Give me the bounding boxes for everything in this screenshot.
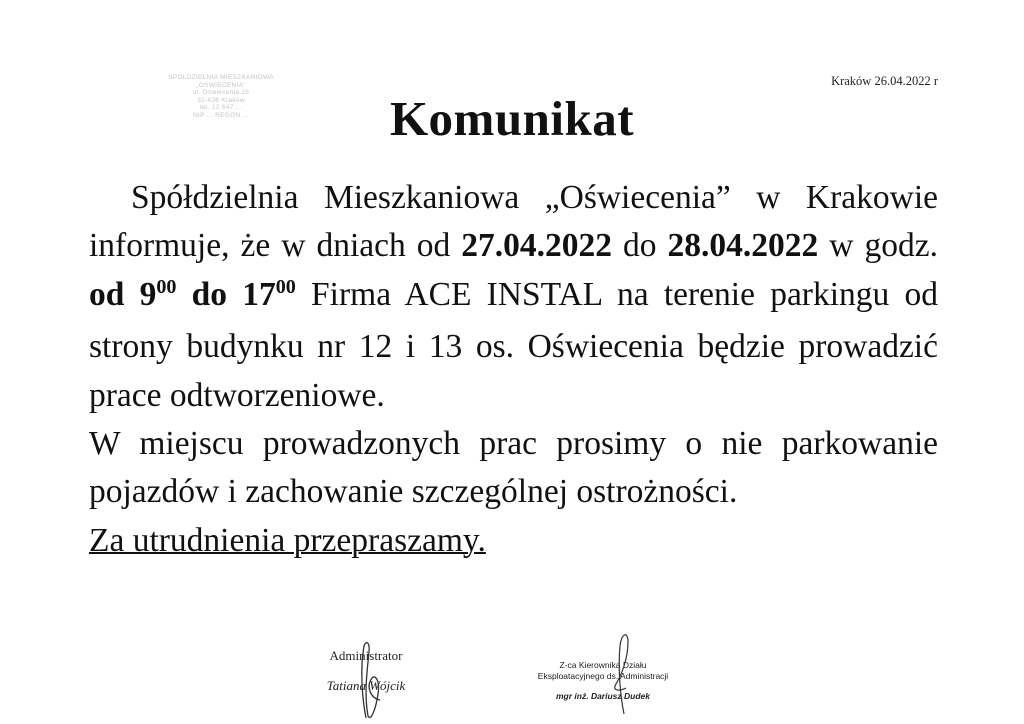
- page-title: Komunikat: [389, 91, 635, 146]
- stamp-line: tel. 12 647 ...: [199, 104, 243, 112]
- document-date: Kraków 26.04.2022 r: [831, 74, 938, 88]
- signature-name: mgr inż. Dariusz Dudek: [556, 691, 650, 701]
- signature-role: Administrator: [329, 648, 403, 663]
- paragraph-text: w godz.: [818, 227, 939, 265]
- stamp-line: ul. Oświecenia 15: [192, 89, 250, 97]
- time-from-minutes: 00: [156, 275, 177, 298]
- stamp-line: SPÓŁDZIELNIA MIESZKANIOWA: [168, 74, 274, 81]
- signature-block-administrator: [306, 646, 426, 718]
- notice-paragraph-1: [89, 174, 938, 420]
- signature-name: Tatiana Wójcik: [326, 678, 406, 693]
- apology-line: Za utrudnienia przepraszamy.: [89, 521, 486, 559]
- time-range: [89, 276, 296, 313]
- time-to-minutes: 00: [275, 275, 296, 298]
- stamp-line: „OŚWIECENIA”: [196, 81, 246, 89]
- paragraph-text: Spółdzielnia Mieszkaniowa „Oświecenia” w Krakowie informuje, że w dniach od: [89, 179, 938, 265]
- stamp-line: NIP ... REGON ...: [193, 111, 249, 119]
- signature-role-line: Z-ca Kierownika Działu: [559, 660, 647, 670]
- notice-body: [89, 174, 938, 565]
- signature-role-line: Eksploatacyjnego ds. Administracji: [537, 671, 669, 681]
- time-from: od 9: [89, 275, 157, 313]
- paragraph-text: do: [612, 227, 668, 265]
- notice-paragraph-2: W miejscu prowadzonych prac prosimy o nie parkowanie pojazdów i zachowanie szczególnej ostrożności.: [89, 425, 938, 511]
- stamp-line: 31-636 Kraków: [197, 96, 245, 104]
- date-to: 28.04.2022: [667, 227, 819, 265]
- paragraph-text: Firma ACE INSTAL na terenie parkingu od strony budynku nr 12 i 13 os. Oświecenia będzie prowadzić prace odtworzeniowe.: [89, 275, 938, 414]
- date-from: 27.04.2022: [461, 227, 613, 265]
- time-to: do 17: [176, 275, 276, 313]
- signature-block-deputy-head: [510, 660, 696, 716]
